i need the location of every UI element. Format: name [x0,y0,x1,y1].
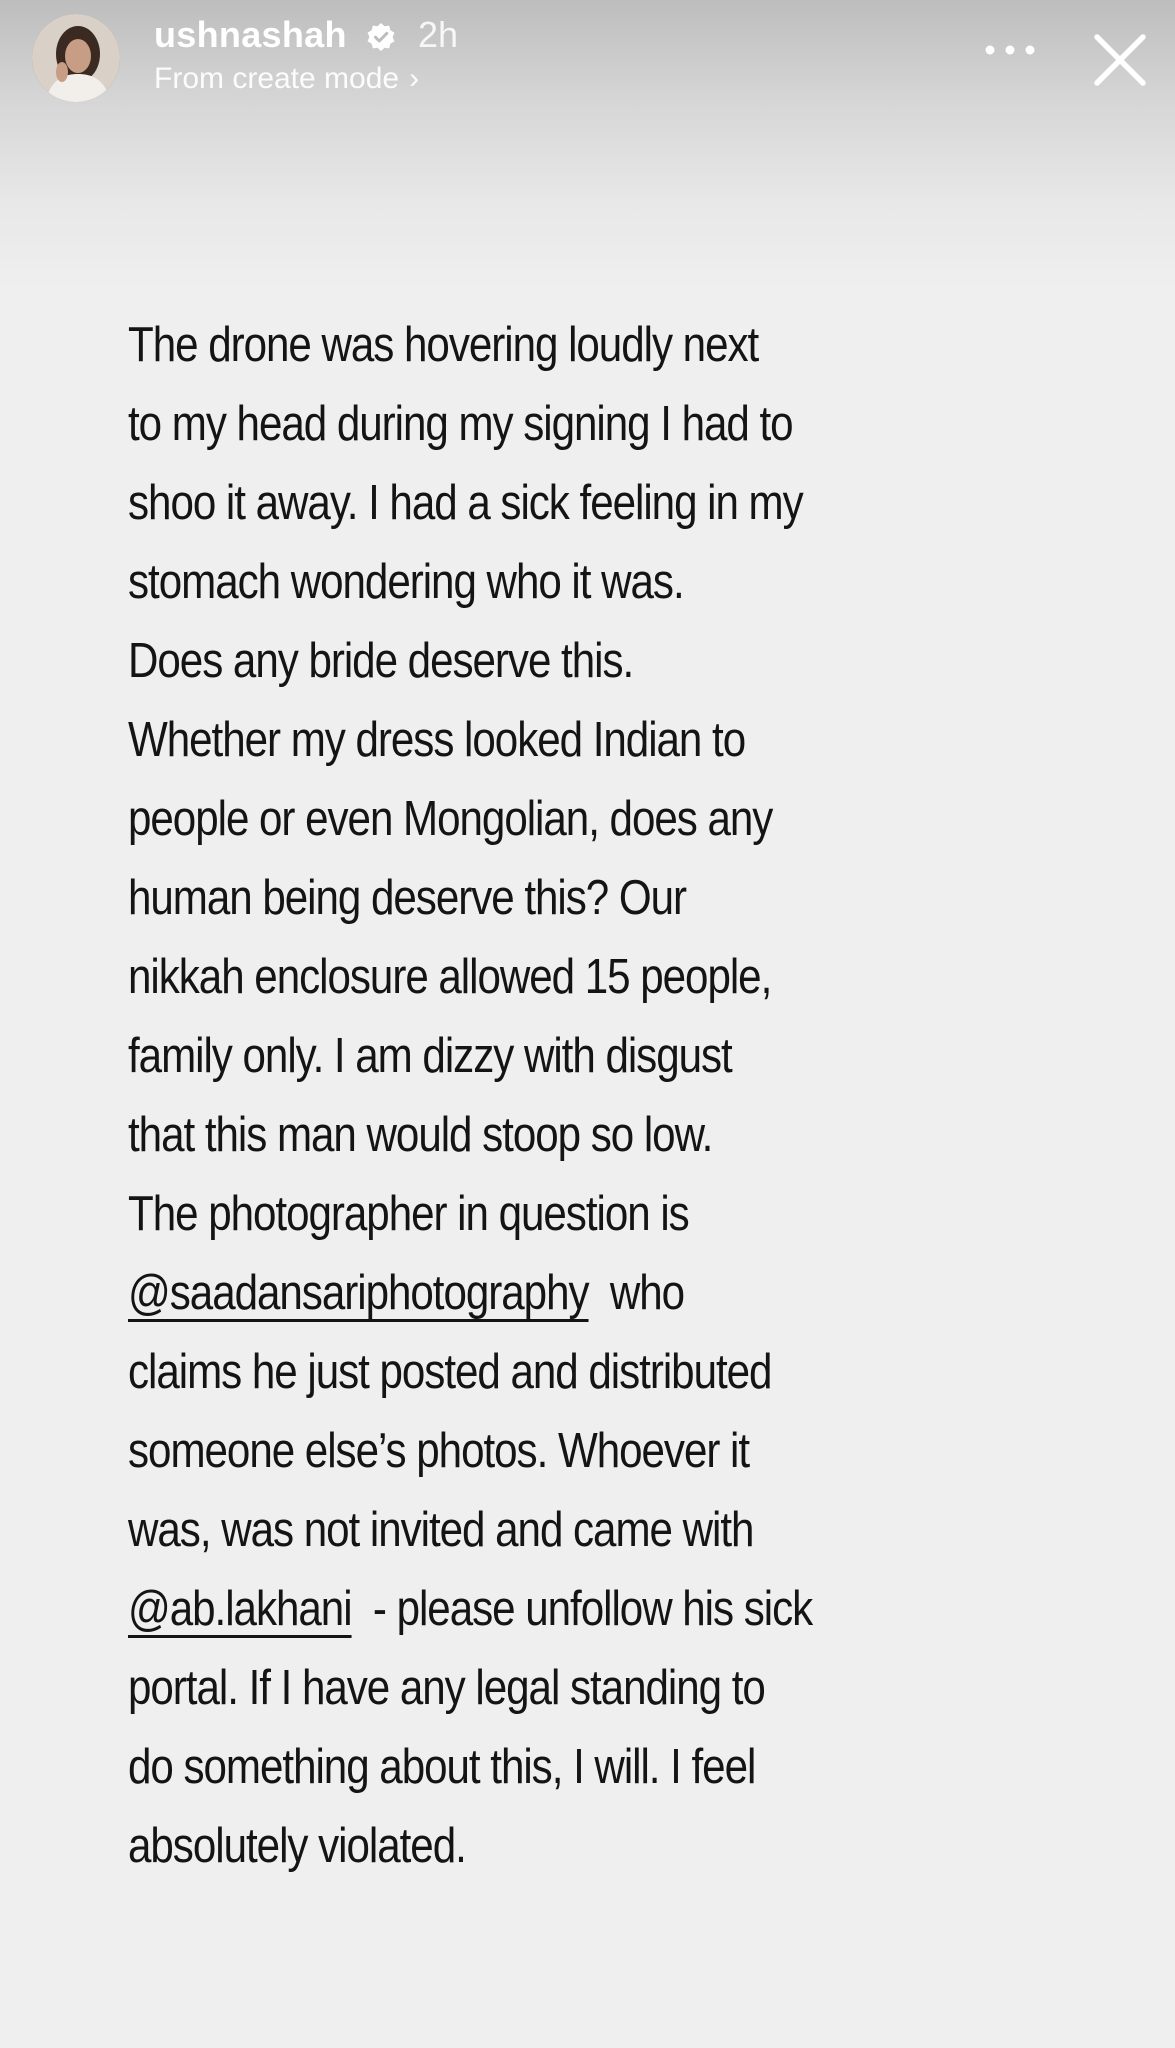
mention-ab-lakhani[interactable]: @ab.lakhani [128,1582,352,1636]
story-line: claims he just posted and distributed [128,1345,772,1399]
story-line: shoo it away. I had a sick feeling in my [128,476,803,530]
source-label: From create mode [154,62,400,95]
story-line: someone else’s photos. Whoever it [128,1424,750,1478]
post-time: 2h [418,14,459,55]
story-line: people or even Mongolian, does any [128,792,773,846]
more-dots-icon[interactable] [984,40,1036,60]
username[interactable]: ushnashah [154,14,347,55]
story-line: was, was not invited and came with [128,1503,754,1557]
profile-avatar[interactable] [32,14,120,102]
close-icon[interactable] [1090,30,1150,90]
story-line: family only. I am dizzy with disgust [128,1029,732,1083]
story-line: The drone was hovering loudly next [128,318,759,372]
story-line: do something about this, I will. I feel [128,1740,756,1794]
story-line: nikkah enclosure allowed 15 people, [128,950,772,1004]
story-line: The photographer in question is [128,1187,689,1241]
from-create-mode-link[interactable] [154,62,419,96]
verified-badge-icon [366,22,396,52]
story-line [128,1254,902,1333]
story-text [128,306,902,1886]
story-line: to my head during my signing I had to [128,397,793,451]
story-line: that this man would stoop so low. [128,1108,713,1162]
story-line: stomach wondering who it was. [128,555,684,609]
story-line: portal. If I have any legal standing to [128,1661,765,1715]
mention-suffix: who [588,1266,685,1320]
chevron-right-icon: › [409,62,420,95]
mention-suffix: - please unfollow his sick [351,1582,813,1636]
story-line: Does any bride deserve this. [128,634,634,688]
story-line: absolutely violated. [128,1819,466,1873]
story-line: Whether my dress looked Indian to [128,713,746,767]
story-line: human being deserve this? Our [128,871,687,925]
story-header [0,0,1175,120]
mention-saadansariphotography[interactable]: @saadansariphotography [128,1266,589,1320]
story-line [128,1570,902,1649]
